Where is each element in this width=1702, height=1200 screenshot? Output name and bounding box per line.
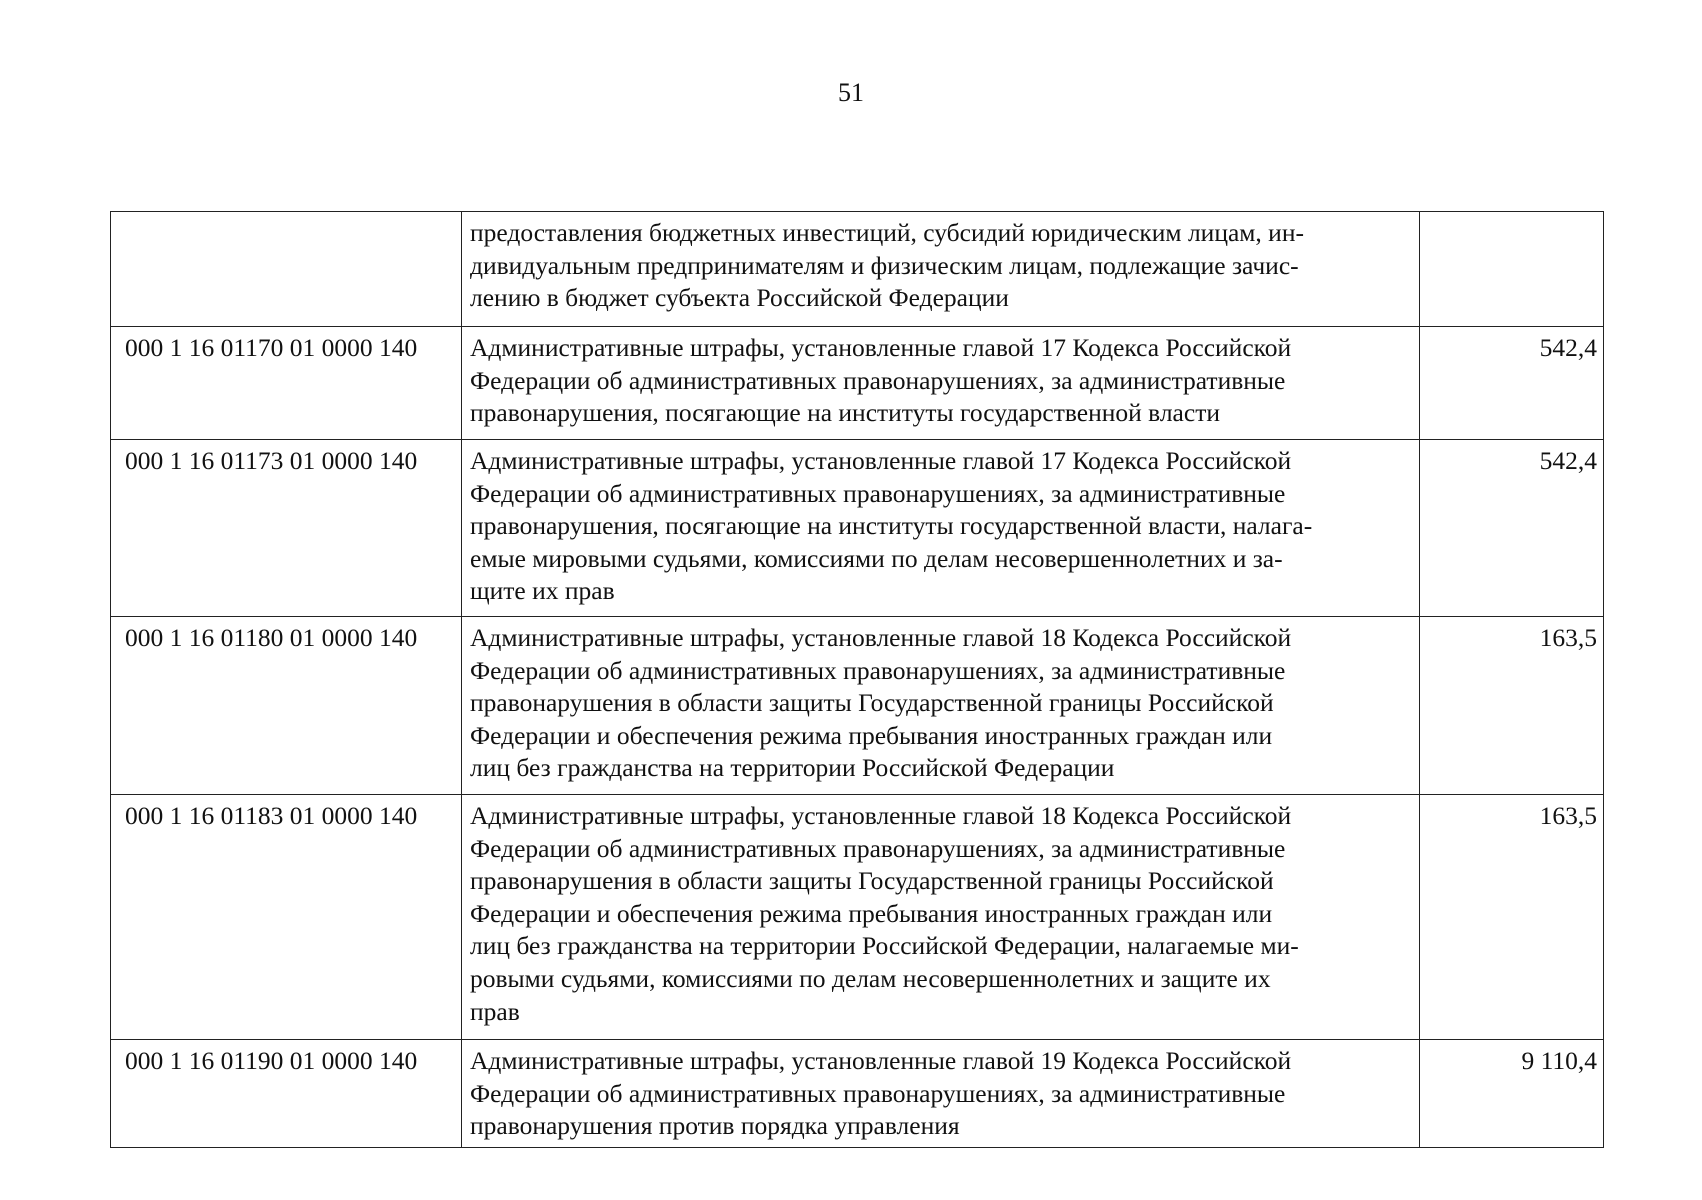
description-line: Административные штрафы, установленные главой 17 Кодекса Российской xyxy=(470,333,1292,362)
description-line: предоставления бюджетных инвестиций, субсидий юридическим лицам, ин- xyxy=(470,218,1304,247)
page-number: 51 xyxy=(838,78,864,107)
description-cell xyxy=(462,795,1420,1040)
description-line: Федерации об административных правонарушениях, за административные xyxy=(470,1078,1286,1108)
description-line: Федерации об административных правонарушениях, за административные xyxy=(470,655,1286,685)
amount-value: 9 110,4 xyxy=(1420,1040,1604,1148)
table-row xyxy=(111,795,1604,1040)
description-line: Административные штрафы, установленные главой 18 Кодекса Российской xyxy=(470,801,1292,830)
amount-value: 542,4 xyxy=(1420,327,1604,440)
table-row xyxy=(111,327,1604,440)
budget-code xyxy=(111,212,462,327)
table-row xyxy=(111,1040,1604,1148)
description-line: правонарушения против порядка управления xyxy=(470,1111,960,1141)
description-cell xyxy=(462,327,1420,440)
description-line: лиц без гражданства на территории Российской Федерации xyxy=(470,753,1115,783)
description-cell xyxy=(462,212,1420,327)
table-row xyxy=(111,212,1604,327)
description-line: Административные штрафы, установленные главой 18 Кодекса Российской xyxy=(470,623,1292,652)
amount-value xyxy=(1420,212,1604,327)
description-line: прав xyxy=(470,996,520,1026)
description-line: Административные штрафы, установленные главой 17 Кодекса Российской xyxy=(470,446,1292,475)
budget-code: 000 1 16 01170 01 0000 140 xyxy=(111,327,462,440)
description-line: правонарушения в области защиты Государственной границы Российской xyxy=(470,866,1274,896)
description-line: щите их прав xyxy=(470,576,615,606)
amount-value: 163,5 xyxy=(1420,617,1604,795)
amount-value: 542,4 xyxy=(1420,440,1604,617)
table-row xyxy=(111,440,1604,617)
budget-code: 000 1 16 01173 01 0000 140 xyxy=(111,440,462,617)
budget-code: 000 1 16 01183 01 0000 140 xyxy=(111,795,462,1040)
description-line: ровыми судьями, комиссиями по делам несовершеннолетних и защите их xyxy=(470,963,1271,993)
description-cell xyxy=(462,617,1420,795)
description-line: Федерации об административных правонарушениях, за административные xyxy=(470,365,1286,395)
description-cell xyxy=(462,440,1420,617)
description-cell xyxy=(462,1040,1420,1148)
table-row xyxy=(111,617,1604,795)
budget-code: 000 1 16 01180 01 0000 140 xyxy=(111,617,462,795)
description-line: лению в бюджет субъекта Российской Федерации xyxy=(470,283,1009,313)
description-line: правонарушения, посягающие на институты государственной власти, налага- xyxy=(470,511,1313,541)
description-line: емые мировыми судьями, комиссиями по делам несовершеннолетних и за- xyxy=(470,543,1283,573)
description-line: Федерации об административных правонарушениях, за административные xyxy=(470,833,1286,863)
description-line: лиц без гражданства на территории Российской Федерации, налагаемые ми- xyxy=(470,931,1299,961)
description-line: Федерации и обеспечения режима пребывания иностранных граждан или xyxy=(470,898,1273,928)
budget-table xyxy=(110,211,1604,1148)
description-line: Административные штрафы, установленные главой 19 Кодекса Российской xyxy=(470,1046,1292,1075)
description-line: дивидуальным предпринимателям и физическим лицам, подлежащие зачис- xyxy=(470,250,1299,280)
description-line: Федерации и обеспечения режима пребывания иностранных граждан или xyxy=(470,720,1273,750)
budget-code: 000 1 16 01190 01 0000 140 xyxy=(111,1040,462,1148)
description-line: Федерации об административных правонарушениях, за административные xyxy=(470,478,1286,508)
amount-value: 163,5 xyxy=(1420,795,1604,1040)
description-line: правонарушения, посягающие на институты государственной власти xyxy=(470,398,1220,428)
description-line: правонарушения в области защиты Государственной границы Российской xyxy=(470,688,1274,718)
